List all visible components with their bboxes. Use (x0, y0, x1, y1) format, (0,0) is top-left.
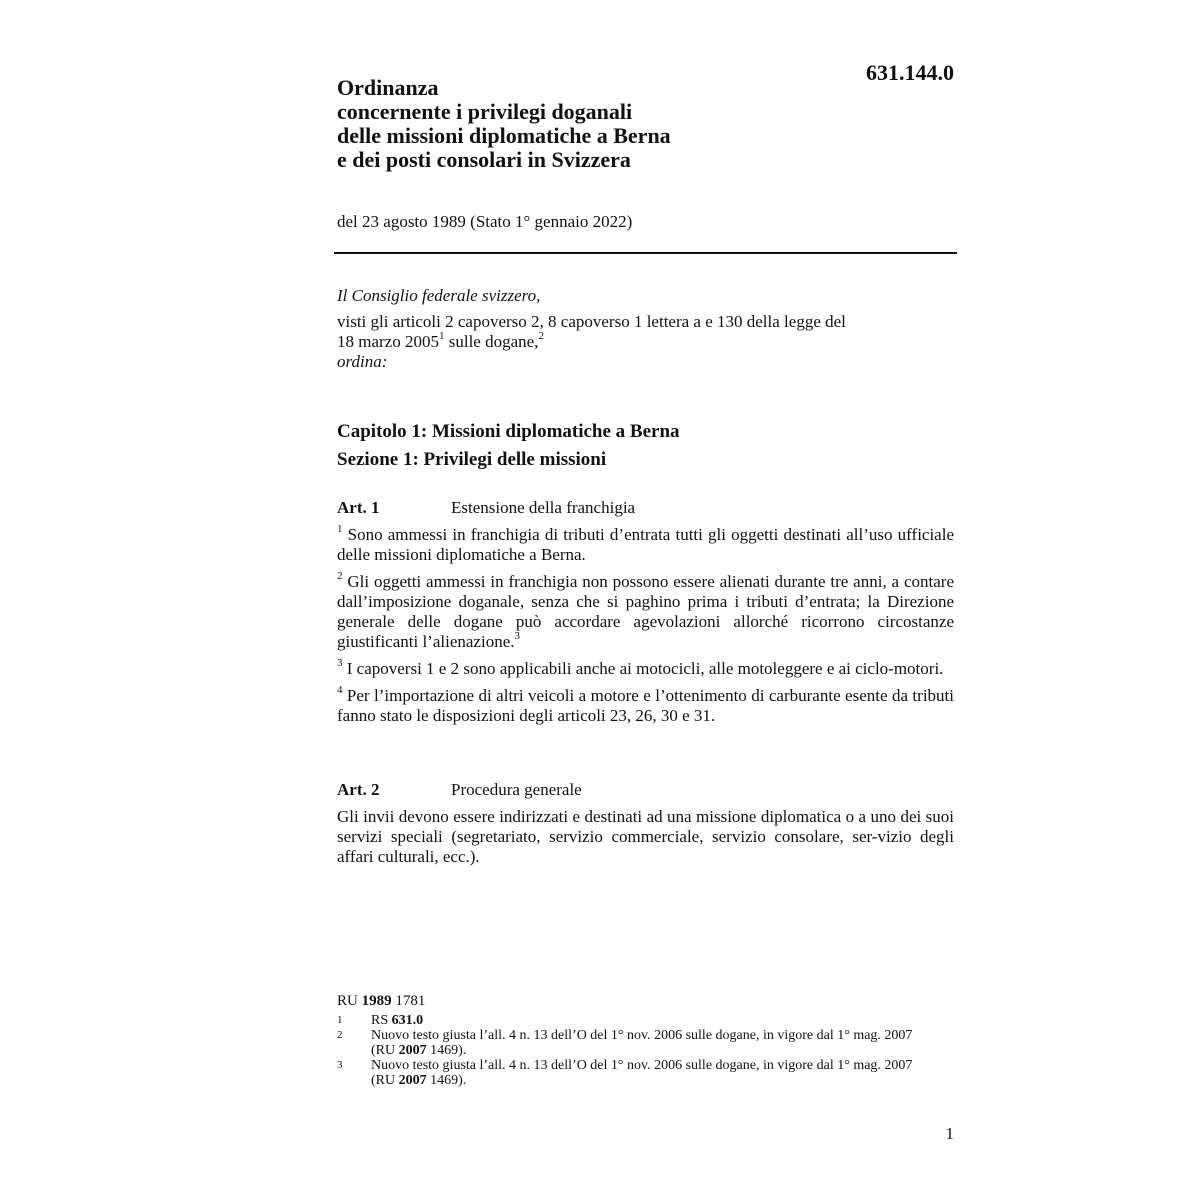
paragraph-text: Sono ammessi in franchigia di tributi d’entrata tutti gli oggetti destinati all’uso ufficiale delle missioni diplomatiche a Berna. (337, 525, 954, 564)
ru-prefix: RU (337, 993, 362, 1009)
footnote-text: RS 631.0 (371, 1013, 424, 1028)
footnote-number: 1 (337, 1014, 343, 1026)
article-1-paragraph-2 (337, 572, 954, 652)
article-1-heading: Estensione della franchigia (451, 498, 636, 517)
preamble-line-1: visti gli articoli 2 capoverso 2, 8 capoverso 1 lettera a e 130 della legge del (337, 312, 846, 331)
footnote-number: 2 (337, 1029, 343, 1041)
title-line-4: e dei posti consolari in Svizzera (337, 147, 631, 172)
footnote-ref-1[interactable]: 1 (438, 330, 445, 343)
preamble-authority: Il Consiglio federale svizzero, (337, 286, 541, 305)
footnote-text: Nuovo testo giusta l’all. 4 n. 13 dell’O del 1° nov. 2006 sulle dogane, in vigore dal 1° mag. 2007 (RU 2007 1469). (371, 1028, 913, 1058)
preamble-ordina: ordina: (337, 352, 388, 371)
title-line-1: Ordinanza (337, 75, 439, 100)
paragraph-text: Gli oggetti ammessi in franchigia non possono essere alienati durante tre anni, a contare dall’imposizione doganale, senza che si paghino prima i tributi d’entrata; la Direzione generale delle dogane può accordare agevolazioni allorché ricorrono circostanze giustificanti l’alienazione. (337, 572, 954, 651)
paragraph-number: 4 (337, 684, 343, 697)
article-1-paragraph-4 (337, 686, 954, 726)
footnote-3 (337, 1058, 937, 1088)
ru-page: 1781 (391, 993, 426, 1009)
title-line-2: concernente i privilegi doganali (337, 99, 633, 124)
title-line-3: delle missioni diplomatiche a Berna (337, 123, 671, 148)
article-2-paragraph-1: Gli invii devono essere indirizzati e destinati ad una missione diplomatica o a uno dei suoi servizi speciali (segretariato, servizio commerciale, servizio consolare, ser-vizio degli affari culturali, ecc.). (337, 807, 954, 866)
article-1-paragraph-1 (337, 525, 954, 565)
preamble-legal-basis (337, 312, 957, 352)
article-1-header (337, 498, 954, 518)
paragraph-number: 1 (337, 523, 343, 536)
article-2-header (337, 780, 954, 800)
article-1-number: Art. 1 (337, 498, 380, 517)
chapter-title: Capitolo 1: Missioni diplomatiche a Berna (337, 421, 680, 442)
header-divider (334, 252, 957, 254)
page-number: 1 (945, 1124, 954, 1143)
footnote-number: 3 (337, 1059, 343, 1071)
article-2-number: Art. 2 (337, 780, 380, 799)
article-1 (337, 498, 954, 726)
footnote-text: Nuovo testo giusta l’all. 4 n. 13 dell’O del 1° nov. 2006 sulle dogane, in vigore dal 1° mag. 2007 (RU 2007 1469). (371, 1058, 913, 1088)
footnote-ref-2[interactable]: 2 (538, 330, 544, 343)
paragraph-number: 2 (337, 570, 343, 583)
preamble-line-2a: 18 marzo 2005 (337, 332, 439, 351)
paragraph-text: I capoversi 1 e 2 sono applicabili anche ai motocicli, alle motoleggere e ai ciclo-motori. (342, 659, 944, 678)
article-2-heading: Procedura generale (451, 780, 582, 799)
section-title: Sezione 1: Privilegi delle missioni (337, 449, 607, 470)
preamble (337, 286, 957, 372)
official-collection-ref (337, 994, 937, 1009)
paragraph-number: 3 (337, 657, 343, 670)
chapter-heading (337, 418, 680, 474)
article-1-paragraph-3 (337, 659, 954, 679)
ru-year: 1989 (361, 993, 392, 1009)
paragraph-text: Per l’importazione di altri veicoli a motore e l’ottenimento di carburante esente da tributi fanno stato le disposizioni degli articoli 23, 26, 30 e 31. (337, 686, 954, 725)
article-2 (337, 780, 954, 867)
document-number: 631.144.0 (866, 60, 954, 85)
document-date: del 23 agosto 1989 (Stato 1° gennaio 2022) (337, 212, 633, 231)
footnote-2 (337, 1028, 937, 1058)
footnote-1 (337, 1013, 937, 1028)
footnotes (337, 994, 937, 1088)
document-title (337, 76, 671, 172)
footnote-ref-3[interactable]: 3 (514, 630, 520, 643)
preamble-line-2b: sulle dogane, (444, 332, 539, 351)
